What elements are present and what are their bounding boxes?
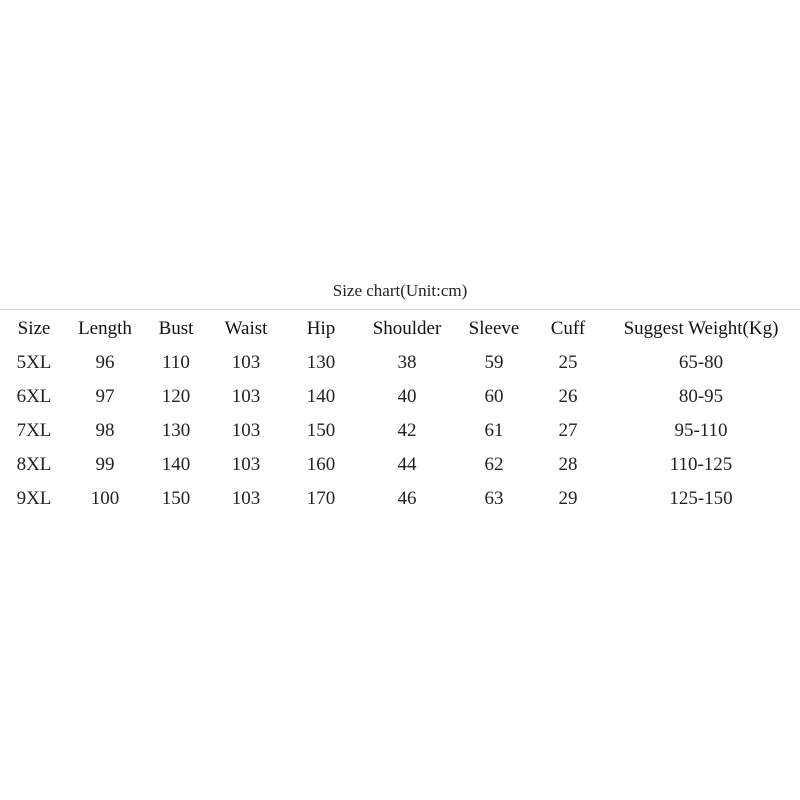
cell-cuff: 27: [558, 420, 578, 441]
cell-size: 8XL: [16, 454, 52, 475]
cell-suggest-weight: 95-110: [674, 420, 728, 441]
size-table: [0, 312, 800, 516]
cell-waist: 103: [231, 488, 261, 509]
cell-sleeve: 62: [484, 454, 504, 475]
table-row: [0, 380, 800, 414]
cell-length: 99: [95, 454, 115, 475]
header-bust: Bust: [158, 318, 194, 339]
cell-shoulder: 44: [397, 454, 417, 475]
title-divider: [0, 309, 800, 310]
cell-size: 5XL: [16, 352, 52, 373]
cell-bust: 150: [161, 488, 191, 509]
cell-sleeve: 60: [484, 386, 504, 407]
cell-sleeve: 59: [484, 352, 504, 373]
header-waist: Waist: [224, 318, 268, 339]
cell-suggest-weight: 80-95: [678, 386, 724, 407]
cell-bust: 110: [162, 352, 190, 373]
cell-length: 97: [95, 386, 115, 407]
cell-length: 100: [90, 488, 120, 509]
table-row: [0, 346, 800, 380]
cell-shoulder: 40: [397, 386, 417, 407]
cell-hip: 170: [306, 488, 336, 509]
cell-cuff: 29: [558, 488, 578, 509]
table-row: [0, 482, 800, 516]
cell-size: 6XL: [16, 386, 52, 407]
cell-sleeve: 61: [484, 420, 504, 441]
size-chart: [0, 276, 800, 509]
cell-size: 7XL: [16, 420, 52, 441]
cell-waist: 103: [231, 420, 261, 441]
table-header-row: [0, 312, 800, 346]
cell-waist: 103: [231, 386, 261, 407]
table-row: [0, 414, 800, 448]
cell-suggest-weight: 65-80: [678, 352, 724, 373]
cell-bust: 140: [161, 454, 191, 475]
header-shoulder: Shoulder: [372, 318, 442, 339]
cell-waist: 103: [231, 454, 261, 475]
header-length: Length: [78, 318, 132, 339]
header-sleeve: Sleeve: [468, 318, 520, 339]
table-row: [0, 448, 800, 482]
cell-length: 96: [95, 352, 115, 373]
cell-waist: 103: [231, 352, 261, 373]
cell-hip: 160: [306, 454, 336, 475]
cell-shoulder: 42: [397, 420, 417, 441]
header-cuff: Cuff: [550, 318, 586, 339]
cell-cuff: 28: [558, 454, 578, 475]
cell-shoulder: 38: [397, 352, 417, 373]
header-hip: Hip: [306, 318, 336, 339]
cell-cuff: 26: [558, 386, 578, 407]
cell-bust: 120: [161, 386, 191, 407]
cell-cuff: 25: [558, 352, 578, 373]
chart-title: Size chart(Unit:cm): [332, 281, 468, 300]
cell-sleeve: 63: [484, 488, 504, 509]
cell-hip: 130: [306, 352, 336, 373]
header-suggest-weight: Suggest Weight(Kg): [623, 318, 779, 339]
cell-suggest-weight: 110-125: [669, 454, 733, 475]
cell-hip: 140: [306, 386, 336, 407]
cell-length: 98: [95, 420, 115, 441]
cell-size: 9XL: [16, 488, 52, 509]
cell-bust: 130: [161, 420, 191, 441]
cell-shoulder: 46: [397, 488, 417, 509]
cell-hip: 150: [306, 420, 336, 441]
cell-suggest-weight: 125-150: [669, 488, 733, 509]
header-size: Size: [17, 318, 51, 339]
